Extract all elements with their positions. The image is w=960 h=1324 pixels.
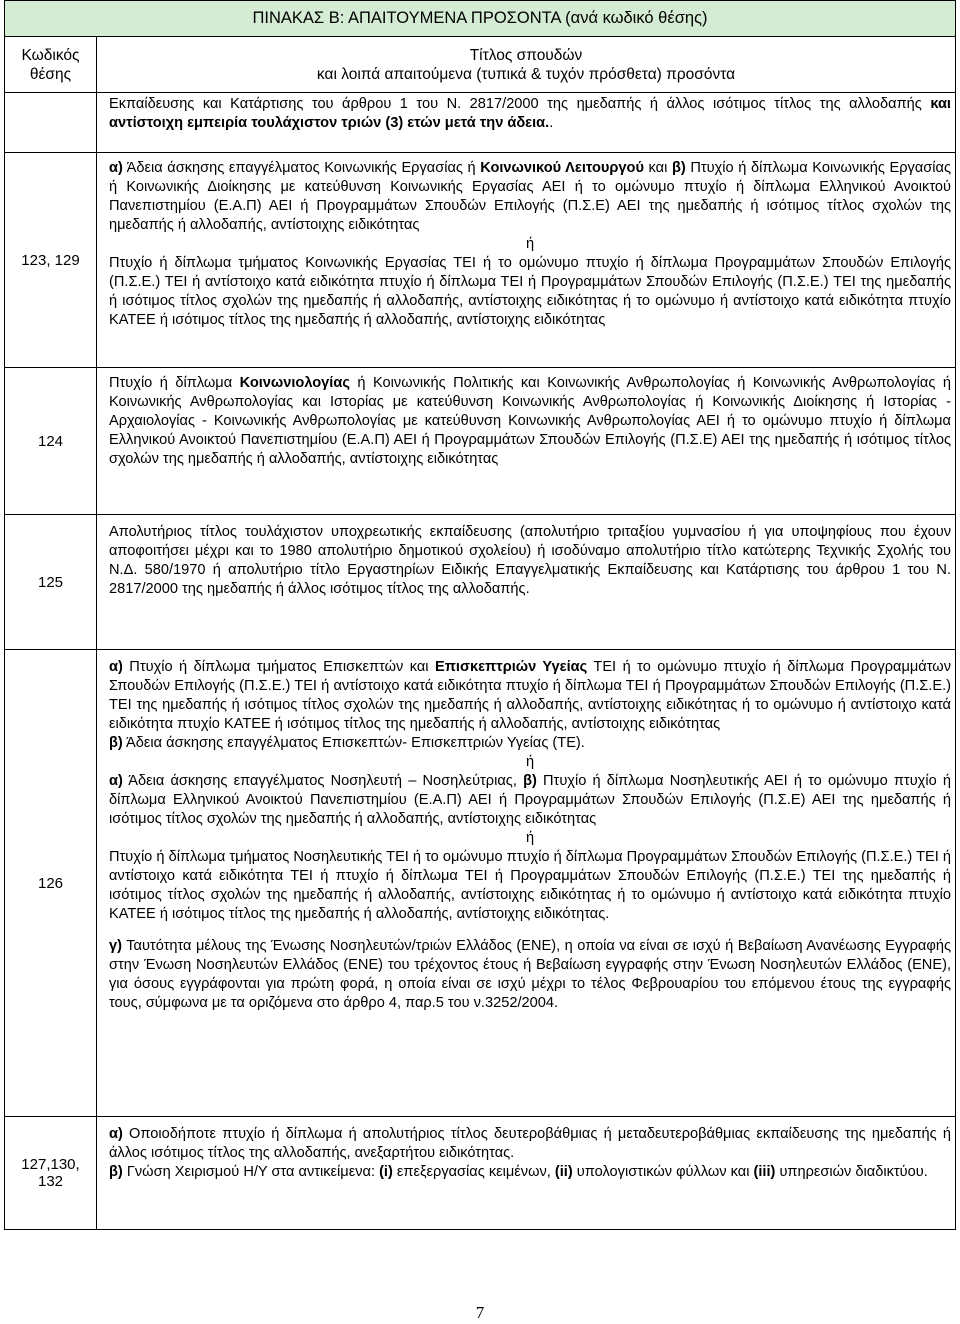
item-iii: (iii)	[753, 1164, 776, 1180]
qualifications-table	[4, 0, 956, 1230]
intro-bold-text: και αντίστοιχη εμπειρία τουλάχιστον τριών (3) ετών μετά την άδεια.	[109, 96, 951, 131]
table-row-125	[5, 515, 956, 650]
label-a: α)	[109, 1126, 123, 1142]
label-b: β)	[109, 1164, 123, 1180]
row127-b-text1: Γνώση Χειρισμού Η/Υ στα αντικείμενα:	[122, 1164, 380, 1180]
row-text-123	[97, 153, 956, 368]
row-code-127	[5, 1117, 97, 1230]
row123-text1: Άδεια άσκησης επαγγέλματος Κοινωνικής Εργασίας ή	[122, 160, 481, 176]
row126-a-text2: ΤΕΙ ή το ομώνυμο πτυχίο ή δίπλωμα Προγραμμάτων Σπουδών Επιλογής (Π.Σ.Ε.) ΤΕΙ ή αντίστοιχο κατά ειδικότητα πτυχίο ή δίπλωμα ΤΕΙ ή Προγραμμάτων Σπουδών Επιλογής (Π.Σ.Ε.) ΤΕΙ της ημεδαπής ή ισότιμος τίτλος σχολών της ημεδαπής ή αλλοδαπής, αντίστοιχης ειδικότητας ή το ομώνυμο ή αντίστοιχο κατά ειδικότητα πτυχίο ΚΑΤΕΕ ή ισότιμος τίτλος της ημεδαπής ή αλλοδαπής, αντίστοιχης ειδικότητας	[109, 659, 951, 732]
label-a: α)	[109, 773, 123, 789]
header-description	[97, 37, 956, 93]
row123-bold1: Κοινωνικού Λειτουργού	[480, 160, 644, 176]
header-code-line2: θέσης	[29, 65, 72, 83]
row126-a-text1: Πτυχίο ή δίπλωμα τμήματος Επισκεπτών και	[122, 659, 435, 675]
row-text-125	[97, 515, 956, 650]
table-title-row	[5, 1, 956, 37]
row-text-126	[97, 650, 956, 1117]
label-b: β)	[523, 773, 537, 789]
row-text-127	[97, 1117, 956, 1230]
row123-text2: και	[643, 160, 672, 176]
row126-or1: ή	[525, 754, 535, 770]
row125-text: Απολυτήριος τίτλος τουλάχιστον υποχρεωτικής εκπαίδευσης (απολυτήριο τριταξίου γυμνασίου ή για υποψηφίους που έχουν αποφοιτήσει μέχρι και το 1980 απολυτήριο δημοτικού σχολείου) ή ισοδύναμο απολυτήριο τίτλο κατώτερης Τεχνικής Σχολής του Ν.Δ. 580/1970 ή απολυτήριο τίτλο Εργαστηρίων Ειδικής Επαγγελματικής Εκπαίδευσης και Κατάρτισης του άρθρου 1 του Ν. 2817/2000 της ημεδαπής ή άλλος ισότιμος τίτλος της αλλοδαπής.	[109, 524, 951, 597]
header-desc-line2: και λοιπά απαιτούμενα (τυπικά & τυχόν πρόσθετα) προσόντα	[316, 65, 736, 83]
row126-d-text: Πτυχίο ή δίπλωμα τμήματος Νοσηλευτικής ΤΕΙ ή το ομώνυμο πτυχίο ή δίπλωμα Προγραμμάτων Σπουδών Επιλογής (Π.Σ.Ε.) ΤΕΙ ή αντίστοιχο κατά ειδικότητα ΤΕΙ ή πτυχίο ή δίπλωμα ΤΕΙ ή Προγραμμάτων Σπουδών Επιλογής (Π.Σ.Ε.) ΤΕΙ της ημεδαπής ή ισότιμος τίτλος σχολών της ημεδαπής ή αλλοδαπής, αντίστοιχης ειδικότητας ή το ομώνυμο ή αντίστοιχο κατά ειδικότητα πτυχίο ΚΑΤΕΕ ή ισότιμος τίτλος της ημεδαπής ή αλλοδαπής, αντίστοιχης ειδικότητας.	[109, 849, 951, 922]
item-ii: (ii)	[554, 1164, 573, 1180]
table-row-123	[5, 153, 956, 368]
row126-a-bold: Επισκεπτριών Υγείας	[435, 659, 588, 675]
row127-b-text3: υπολογιστικών φύλλων και	[572, 1164, 754, 1180]
row126-g-text: Ταυτότητα μέλους της Ένωσης Νοσηλευτών/τριών Ελλάδος (ΕΝΕ), η οποία να είναι σε ισχύ ή Βεβαίωση Ανανέωσης Εγγραφής στην Ένωση Νοσηλευτών Ελλάδος (ΕΝΕ) του τρέχοντος έτους ή Βεβαίωση εγγραφής στην Ένωση Νοσηλευτών Ελλάδος (ΕΝΕ), για όσους εγγράφονται για πρώτη φορά, η οποία είναι σε ισχύ μέχρι το τέλος Φεβρουαρίου του επόμενου έτους της εγγραφής τους, σύμφωνα με τα οριζόμενα στο άρθρο 4, παρ.5 του ν.3252/2004.	[109, 938, 951, 1011]
label-a: α)	[109, 160, 123, 176]
table-row-continuation	[5, 93, 956, 153]
label-c: γ)	[109, 938, 122, 954]
table-title: ΠΙΝΑΚΑΣ Β: ΑΠΑΙΤΟΥΜΕΝΑ ΠΡΟΣΟΝΤΑ (ανά κωδικό θέσης)	[5, 1, 956, 37]
continuation-code-cell	[5, 93, 97, 153]
table-row-124	[5, 368, 956, 515]
intro-trailing-dot: .	[549, 115, 554, 131]
row127-a-text: Οποιοδήποτε πτυχίο ή δίπλωμα ή απολυτήριος τίτλος δευτεροβάθμιας ή μεταδευτεροβάθμιας εκπαίδευσης της ημεδαπής ή άλλος ισότιμος τίτλος της αλλοδαπής, ανεξαρτήτου ειδικότητας.	[109, 1126, 951, 1161]
row126-or2: ή	[525, 830, 535, 846]
row-code-124: 124	[5, 368, 97, 515]
row126-c-text1: Άδεια άσκησης επαγγέλματος Νοσηλευτή – Νοσηλεύτριας,	[122, 773, 524, 789]
table-header-row	[5, 37, 956, 93]
row127-b-text2: επεξεργασίας κειμένων,	[392, 1164, 555, 1180]
header-code	[5, 37, 97, 93]
header-code-line1: Κωδικός	[21, 46, 80, 64]
row-code-126: 126	[5, 650, 97, 1117]
row124-bold: Κοινωνιολογίας	[239, 375, 350, 391]
item-i: (i)	[379, 1164, 393, 1180]
label-b: β)	[109, 735, 123, 751]
label-b: β)	[671, 160, 686, 176]
intro-text: Εκπαίδευσης και Κατάρτισης του άρθρου 1 του Ν. 2817/2000 της ημεδαπής ή άλλος ισότιμος τίτλος της αλλοδαπής	[109, 96, 931, 112]
row-text-124	[97, 368, 956, 515]
row123-text3: Πτυχίο ή δίπλωμα Κοινωνικής Εργασίας ή Κοινωνικής Διοίκησης με κατεύθυνση Κοινωνικής Εργασίας ΑΕΙ ή το ομώνυμο πτυχίο ή δίπλωμα Ελληνικού Ανοικτού Πανεπιστημίου (Ε.Α.Π) ΑΕΙ ή Προγραμμάτων Σπουδών Επιλογής (Π.Σ.Ε) ΑΕΙ της ημεδαπής ή ισότιμος τίτλος σχολών της ημεδαπής ή αλλοδαπής, αντίστοιχης ειδικότητας	[109, 160, 951, 233]
row127-b-text4: υπηρεσιών διαδικτύου.	[775, 1164, 928, 1180]
row126-b-text: Άδεια άσκησης επαγγέλματος Επισκεπτών- Επισκεπτριών Υγείας (ΤΕ).	[122, 735, 585, 751]
table-row-126	[5, 650, 956, 1117]
table-row-127	[5, 1117, 956, 1230]
page-number: 7	[475, 1303, 485, 1322]
row124-text2: ή Κοινωνικής Πολιτικής και Κοινωνικής Ανθρωπολογίας ή Κοινωνικής Ανθρωπολογίας ή Κοινωνικής Ανθρωπολογίας και Ιστορίας με κατεύθυνση Κοινωνικής Ανθρωπολογίας ή Κοινωνικής Διοίκησης ή Ιστορίας - Αρχαιολογίας - Κοινωνικής Ανθρωπολογίας με κατεύθυνση Κοινωνικής Ανθρωπολογίας ΑΕΙ ή το ομώνυμο πτυχίο ή δίπλωμα Ελληνικού Ανοικτού Πανεπιστημίου (Ε.Α.Π) ΑΕΙ ή Προγραμμάτων Σπουδών Επιλογής (Π.Σ.Ε) ΑΕΙ της ημεδαπής ή ισότιμος τίτλος σχολών της ημεδαπής ή αλλοδαπής, αντίστοιχης ειδικότητας	[109, 375, 951, 467]
row123-paragraph2: Πτυχίο ή δίπλωμα τμήματος Κοινωνικής Εργασίας ΤΕΙ ή το ομώνυμο πτυχίο ή δίπλωμα Προγραμμάτων Σπουδών Επιλογής (Π.Σ.Ε.) ΤΕΙ ή αντίστοιχο κατά ειδικότητα πτυχίο ή δίπλωμα ΤΕΙ ή Προγραμμάτων Σπουδών Επιλογής (Π.Σ.Ε.) ΤΕΙ της ημεδαπής ή ισότιμος τίτλος σχολών της ημεδαπής ή αλλοδαπής, αντίστοιχης ειδικότητας ή το ομώνυμο ή αντίστοιχο κατά ειδικότητα πτυχίο ΚΑΤΕΕ ή ισότιμος τίτλος της ημεδαπής ή αλλοδαπής, αντίστοιχης ειδικότητας	[109, 255, 951, 328]
row-code-125: 125	[5, 515, 97, 650]
continuation-text-cell	[97, 93, 956, 153]
header-desc-line1: Τίτλος σπουδών	[469, 46, 583, 64]
row126-c-text2: Πτυχίο ή δίπλωμα Νοσηλευτικής ΑΕΙ ή το ομώνυμο πτυχίο ή δίπλωμα Ελληνικού Ανοικτού Πανεπιστημίου (Ε.Α.Π) ΑΕΙ ή Προγραμμάτων Σπουδών Επιλογής (Π.Σ.Ε) ΑΕΙ της ημεδαπής ή ισότιμος τίτλος σχολών της ημεδαπής ή αλλοδαπής, αντίστοιχης ειδικότητας	[109, 773, 951, 827]
row127-code-text: 127,130, 132	[21, 1156, 80, 1190]
row123-or: ή	[525, 236, 535, 252]
row-code-123: 123, 129	[5, 153, 97, 368]
label-a: α)	[109, 659, 123, 675]
row124-text1: Πτυχίο ή δίπλωμα	[109, 375, 240, 391]
